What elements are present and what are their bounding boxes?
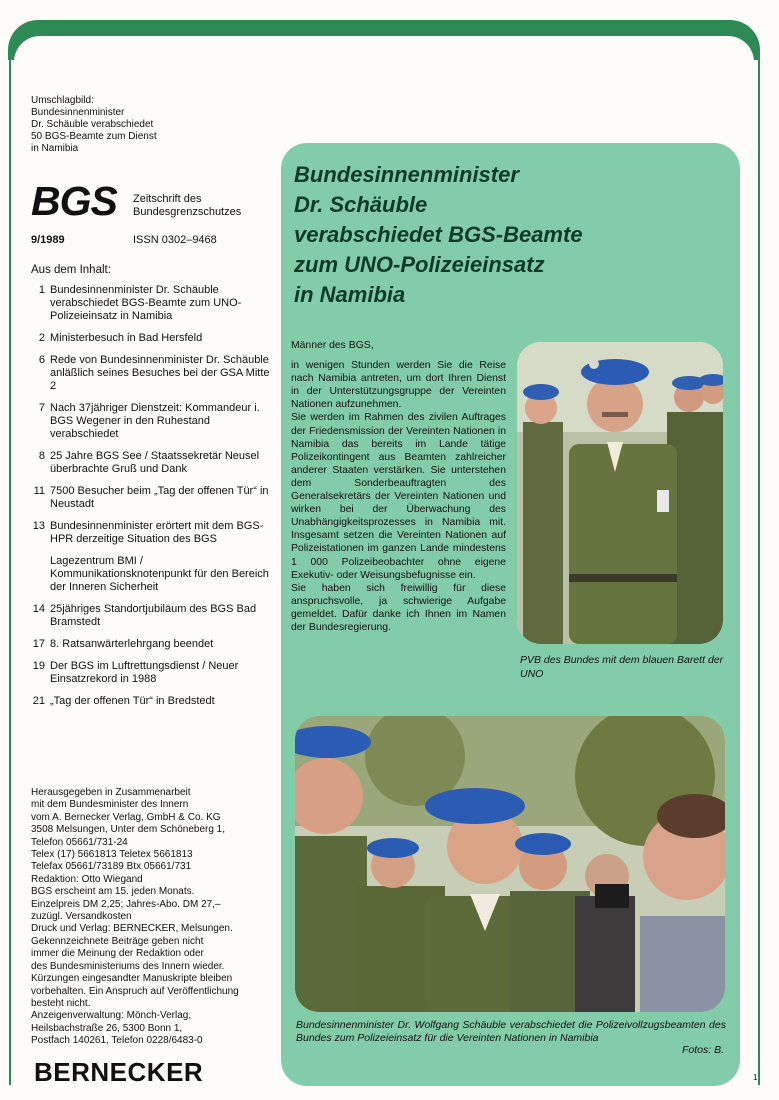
toc-heading: Aus dem Inhalt:	[31, 264, 111, 276]
cover-caption	[31, 95, 271, 155]
imprint-line: Kürzungen eingesandter Manuskripte bleiben	[31, 973, 233, 985]
imprint-line: vorbehalten. Ein Anspruch auf Veröffentlichung	[31, 985, 239, 997]
toc-item	[31, 354, 271, 393]
toc-item	[31, 520, 271, 594]
photo-caption-2: Bundesinnenminister Dr. Wolfgang Schäuble verabschiedet die Polizeivollzugsbeamten des Bundes zum Polizeieinsatz für die Vereinten Nationen in Namibia	[296, 1019, 726, 1044]
imprint-line: Redaktion: Otto Wiegand	[31, 873, 143, 885]
toc-page: 7	[38, 402, 45, 414]
cover-line: in Namibia	[31, 143, 79, 154]
toc-text: 8. Ratsanwärterlehrgang beendet	[50, 638, 214, 650]
headline-line: in Namibia	[294, 282, 406, 307]
imprint-line: besteht nicht.	[31, 997, 91, 1009]
toc-item	[31, 332, 271, 345]
toc-text: Ministerbesuch in Bad Hersfeld	[50, 332, 203, 344]
cover-line: Dr. Schäuble verabschiedet	[31, 119, 154, 130]
photo-caption-1: PVB des Bundes mit dem blauen Barett der UNO	[520, 654, 724, 680]
toc-item	[31, 402, 271, 441]
toc-item	[31, 660, 271, 686]
headline-line: verabschiedet BGS-Beamte	[294, 222, 583, 247]
toc-page: 21	[32, 695, 45, 707]
subtitle-line: Zeitschrift des	[133, 193, 202, 205]
imprint-line: Postfach 140261, Telefon 0228/6483-0	[31, 1035, 203, 1047]
imprint-line: Gekennzeichnete Beiträge geben nicht	[31, 935, 204, 947]
photo-officers-blue-beret	[517, 342, 723, 644]
headline-line: Dr. Schäuble	[294, 192, 428, 217]
imprint-line: Herausgegeben in Zusammenarbeit	[31, 787, 191, 798]
imprint-line: Telex (17) 5661813 Teletex 5661813	[31, 849, 193, 861]
page-number: 1	[753, 1073, 758, 1082]
toc-page: 1	[38, 284, 45, 296]
imprint	[31, 787, 271, 1048]
toc-page: 8	[38, 450, 45, 462]
headline-line: Bundesinnenminister	[294, 162, 519, 187]
toc-text: „Tag der offenen Tür“ in Bredstedt	[50, 695, 215, 707]
imprint-line: des Bundesministeriums des Innern wieder.	[31, 960, 225, 972]
toc-page: 13	[32, 520, 45, 532]
left-frame-line	[9, 60, 11, 1085]
imprint-line: Heilsbachstraße 26, 5300 Bonn 1,	[31, 1022, 183, 1034]
imprint-line: BGS erscheint am 15. jeden Monats.	[31, 886, 195, 898]
toc-text: 7500 Besucher beim „Tag der offenen Tür“ in Neustadt	[50, 485, 269, 510]
toc-text: Bundesinnenminister erörtert mit dem BGS-HPR derzeitige Situation des BGS	[50, 520, 264, 545]
imprint-line: mit dem Bundesminister des Innern	[31, 799, 189, 811]
toc-text: Rede von Bundesinnenminister Dr. Schäuble anläßlich seines Besuches bei der GSA Mitte 2	[50, 354, 270, 392]
publisher-logo: BERNECKER	[34, 1057, 204, 1087]
masthead	[31, 178, 271, 224]
article-headline	[294, 160, 734, 310]
imprint-line: zuzügl. Versandkosten	[31, 911, 132, 923]
toc-item	[31, 603, 271, 629]
toc-text: Bundesinnenminister Dr. Schäuble verabschiedet BGS-Beamte zum UNO-Polizeieinsatz in Namibia	[50, 284, 242, 322]
right-frame-line	[758, 60, 760, 1085]
toc-page: 2	[38, 332, 45, 344]
photo-credit: Fotos: B.	[681, 1044, 724, 1056]
toc-item	[31, 284, 271, 323]
toc-item	[31, 450, 271, 476]
cover-line: 50 BGS-Beamte zum Dienst	[31, 131, 157, 142]
issue-number: 9/1989	[31, 234, 65, 246]
toc-page: 11	[33, 485, 45, 497]
imprint-line: immer die Meinung der Redaktion oder	[31, 948, 204, 960]
article-letter	[291, 339, 506, 634]
imprint-line: Anzeigenverwaltung: Mönch-Verlag,	[31, 1010, 192, 1022]
table-of-contents	[31, 284, 271, 717]
toc-item	[31, 638, 271, 651]
toc-text: Nach 37jähriger Dienstzeit: Kommandeur i. BGS Wegener in den Ruhestand verabschiedet	[50, 402, 260, 440]
photo-farewell-minister	[295, 716, 725, 1012]
masthead-subtitle	[133, 193, 241, 219]
toc-item	[31, 485, 271, 511]
bgs-logo: BGS	[31, 178, 117, 224]
toc-page: 6	[38, 354, 45, 366]
frame-inner	[14, 36, 754, 66]
toc-page: 19	[32, 660, 45, 672]
imprint-line: Telefax 05661/73189 Btx 05661/731	[31, 861, 192, 873]
photo-officers-illustration	[517, 342, 723, 644]
imprint-line: 3508 Melsungen, Unter dem Schöneberg 1,	[31, 824, 226, 836]
letter-paragraph: Sie werden im Rahmen des zivilen Auftrages der Friedensmission der Vereinten Nationen in Namibia das bereits im Lande tätige Polizeikontingent aus Beamten zahlreicher anderer Staaten verstärken. Sie unterstehen dem Sonderbeauftragten des Generalsekretärs der Vereinten Nationen und wirken bei der Überwachung des Unabhängigkeitsprozesses in Namibia mit. Insgesamt setzen die Vereinten Nationen auf Polizeistationen im ganzen Lande mindestens 1 000 Polizeibeobachter ohne eigene Exekutiv- oder Weisungsbefugnisse ein.	[291, 412, 506, 581]
cover-label: Umschlagbild:	[31, 95, 94, 106]
toc-text: 25 Jahre BGS See / Staatssekretär Neusel überbrachte Gruß und Dank	[50, 450, 260, 475]
headline-line: zum UNO-Polizeieinsatz	[294, 252, 545, 277]
imprint-line: Telefon 05661/731-24	[31, 836, 128, 848]
toc-subtext: Lagezentrum BMI / Kommunikationsknotenpunkt für den Bereich der Inneren Sicherheit	[50, 555, 269, 593]
toc-page: 14	[32, 603, 45, 615]
subtitle-line: Bundesgrenzschutzes	[133, 206, 242, 218]
imprint-line: vom A. Bernecker Verlag, GmbH & Co. KG	[31, 811, 221, 823]
imprint-line: Einzelpreis DM 2,25; Jahres-Abo. DM 27,–	[31, 898, 221, 910]
letter-paragraph: Sie haben sich freiwillig für diese anspruchsvolle, ja schwierige Aufgabe gemeldet. Dafür danke ich Ihnen im Namen der Bundesregierung.	[291, 582, 506, 633]
issn: ISSN 0302–9468	[133, 234, 217, 246]
toc-text: 25jähriges Standortjubiläum des BGS Bad Bramstedt	[50, 603, 257, 628]
imprint-line: Druck und Verlag: BERNECKER, Melsungen.	[31, 923, 233, 935]
cover-line: Bundesinnenminister	[31, 107, 125, 118]
toc-item	[31, 695, 271, 708]
toc-page: 17	[32, 638, 45, 650]
letter-paragraph: in wenigen Stunden werden Sie die Reise nach Namibia antreten, um dort Ihren Dienst in der Unterstützungsgruppe der Vereinten Nationen aufzunehmen.	[291, 360, 506, 411]
photo-farewell-illustration	[295, 716, 725, 1012]
salutation: Männer des BGS,	[291, 340, 374, 351]
toc-text: Der BGS im Luftrettungsdienst / Neuer Einsatzrekord in 1988	[50, 660, 239, 685]
